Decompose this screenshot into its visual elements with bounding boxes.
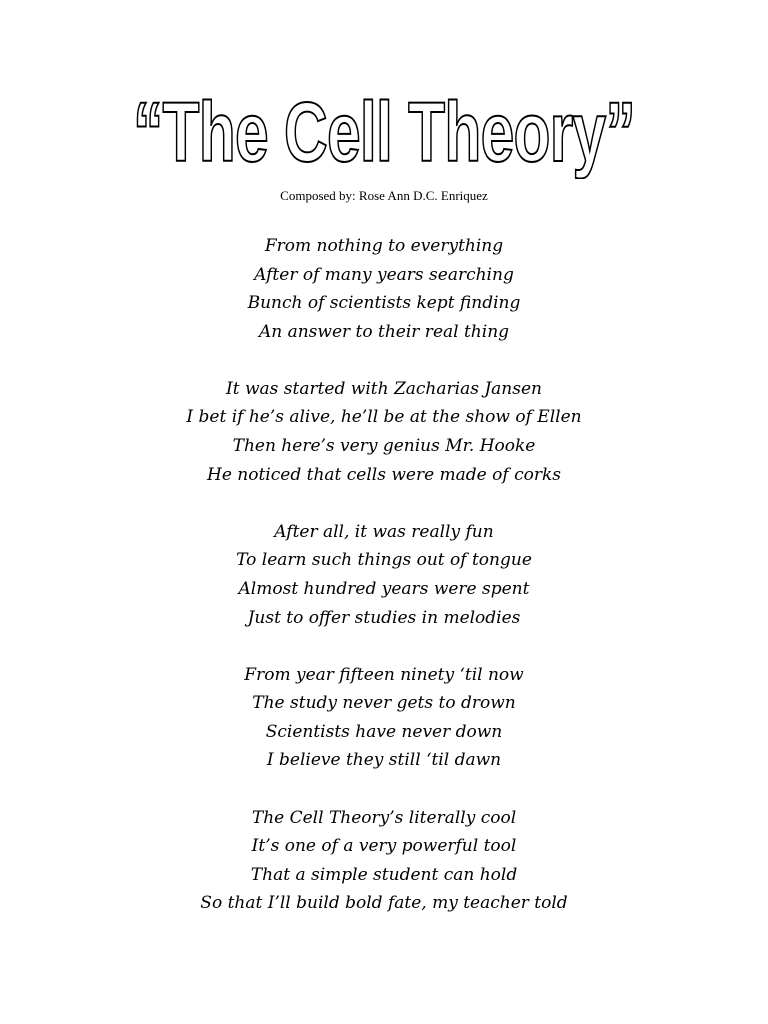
poem-line: Just to offer studies in melodies [247,607,521,628]
stanza [0,661,768,775]
poem-line: Almost hundred years were spent [238,578,530,599]
poem-line: From year fifteen ninety ‘til now [244,664,524,685]
poem-line: Scientists have never down [265,721,503,742]
poem-line: After of many years searching [254,264,514,285]
poem-title: “The Cell Theory” [133,85,635,179]
poem-line: I believe they still ‘til dawn [266,750,502,771]
poem-line: After all, it was really fun [274,521,494,542]
poem-line: So that I’ll build bold fate, my teacher told [200,893,568,914]
poem-line: It was started with Zacharias Jansen [226,378,542,399]
poem-line: I bet if he’s alive, he’ll be at the show of Ellen [186,407,582,428]
poem-body [0,232,768,946]
stanza [0,232,768,346]
poem-line: That a simple student can hold [250,864,518,885]
poem-line: It’s one of a very powerful tool [251,836,517,857]
poem-line: Then here’s very genius Mr. Hooke [232,436,536,457]
poem-line: An answer to their real thing [258,321,510,342]
poem-line: Bunch of scientists kept finding [247,293,521,314]
byline: Composed by: Rose Ann D.C. Enriquez [280,188,488,203]
poem-line: To learn such things out of tongue [236,550,532,571]
poem-line: The Cell Theory’s literally cool [251,807,517,828]
poem-line: From nothing to everything [264,236,504,256]
stanza [0,804,768,918]
poem-line: The study never gets to drown [252,693,516,714]
stanza [0,518,768,632]
stanza [0,375,768,489]
poem-line: He noticed that cells were made of corks [207,464,561,485]
